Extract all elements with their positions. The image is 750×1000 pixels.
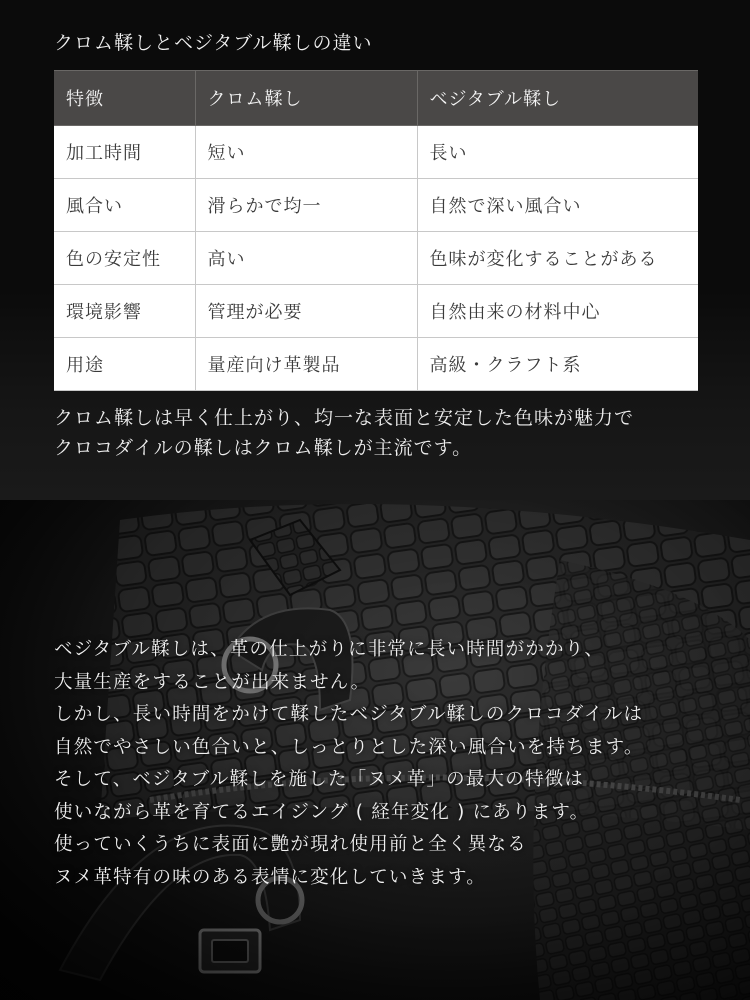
- summary-line: クロム鞣しは早く仕上がり、均一な表面と安定した色味が魅力で: [54, 407, 635, 429]
- cell-chrome: 高い: [195, 232, 417, 285]
- description-line: ベジタブル鞣しは、革の仕上がりに非常に長い時間がかかり、: [54, 639, 605, 660]
- cell-chrome: 量産向け革製品: [195, 338, 417, 391]
- cell-vegetable: 高級・クラフト系: [417, 338, 698, 391]
- cell-chrome: 短い: [195, 126, 417, 179]
- description-line: しかし、長い時間をかけて鞣したベジタブル鞣しのクロコダイルは: [54, 704, 644, 725]
- table-row: [54, 179, 698, 232]
- table-row: [54, 338, 698, 391]
- summary-text: [54, 403, 714, 463]
- cell-feature: 用途: [54, 338, 195, 391]
- cell-vegetable: 長い: [417, 126, 698, 179]
- description-text: [54, 634, 734, 894]
- cell-feature: 色の安定性: [54, 232, 195, 285]
- cell-chrome: 滑らかで均一: [195, 179, 417, 232]
- cell-vegetable: 自然由来の材料中心: [417, 285, 698, 338]
- header-chrome: クロム鞣し: [195, 71, 417, 126]
- cell-feature: 環境影響: [54, 285, 195, 338]
- cell-chrome: 管理が必要: [195, 285, 417, 338]
- section-heading: クロム鞣しとベジタブル鞣しの違い: [54, 32, 373, 54]
- header-feature: 特徴: [54, 71, 195, 126]
- cell-feature: 加工時間: [54, 126, 195, 179]
- description-line: 使いながら革を育てるエイジング ( 経年変化 ) にあります。: [54, 801, 590, 823]
- description-line: 自然でやさしい色合いと、しっとりとした深い風合いを持ちます。: [54, 736, 644, 758]
- cell-vegetable: 自然で深い風合い: [417, 179, 698, 232]
- table-row: [54, 126, 698, 179]
- table-row: [54, 232, 698, 285]
- comparison-table: [54, 70, 698, 391]
- header-vegetable: ベジタブル鞣し: [417, 71, 698, 126]
- summary-line: クロコダイルの鞣しはクロム鞣しが主流です。: [54, 437, 473, 459]
- description-line: 使っていくうちに表面に艶が現れ使用前と全く異なる: [54, 834, 527, 855]
- description-line: ヌメ革特有の味のある表情に変化していきます。: [54, 866, 486, 888]
- table-header-row: [54, 71, 698, 126]
- table-row: [54, 285, 698, 338]
- description-line: 大量生産をすることが出来ません。: [54, 671, 371, 693]
- cell-vegetable: 色味が変化することがある: [417, 232, 698, 285]
- description-line: そして、ベジタブル鞣しを施した「ヌメ革」の最大の特徴は: [54, 769, 585, 790]
- cell-feature: 風合い: [54, 179, 195, 232]
